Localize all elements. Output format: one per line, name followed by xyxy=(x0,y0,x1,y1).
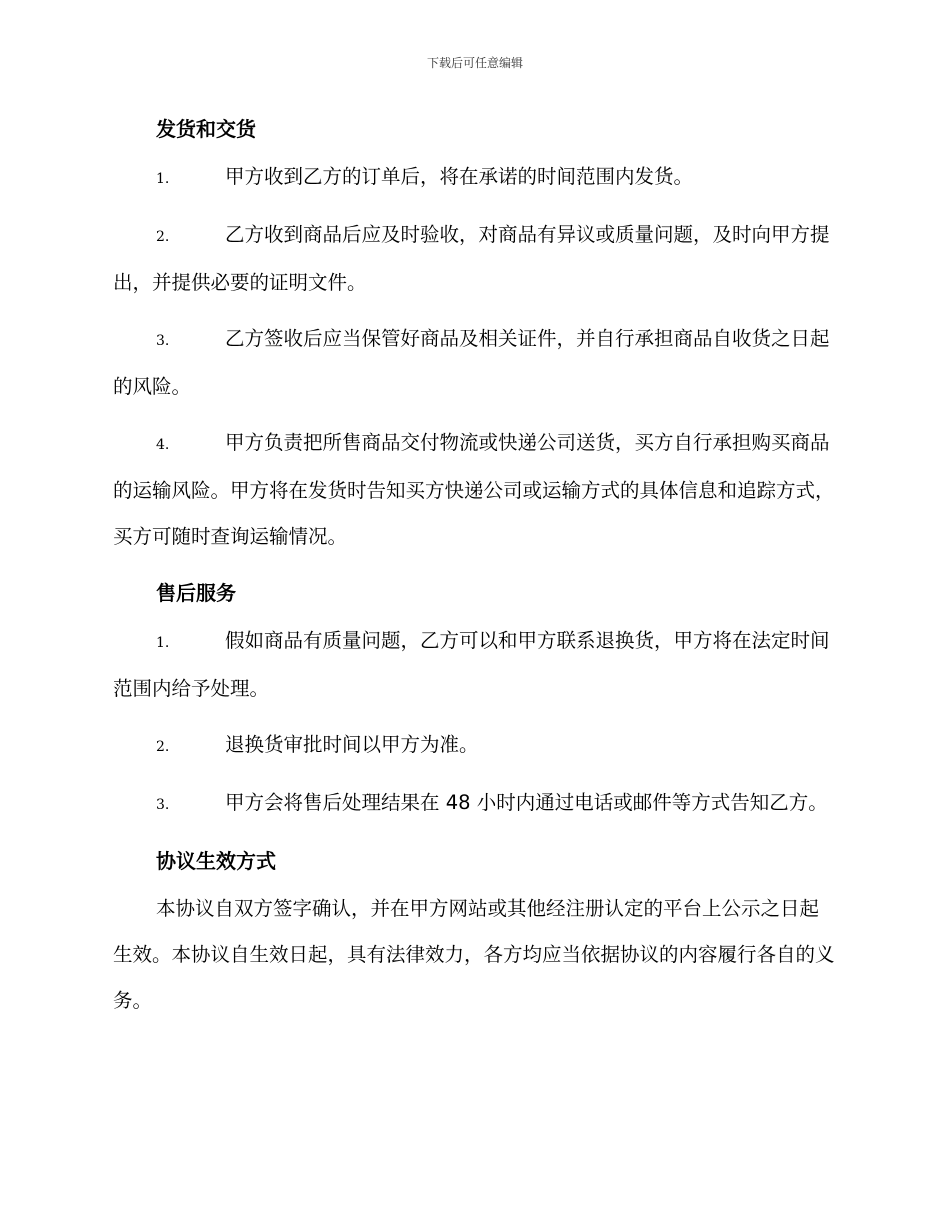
section-heading-shipping: 发货和交货 xyxy=(156,117,256,141)
list-item-text: 甲方会将售后处理结果在 48 小时内通过电话或邮件等方式告知乙方。 xyxy=(225,791,828,814)
effectiveness-paragraph: 本协议自双方签字确认，并在甲方网站或其他经注册认定的平台上公示之日起生效。本协议自生效日起，具有法律效力，各方均应当依据协议的内容履行各自的义务。 xyxy=(113,897,835,1012)
list-item-number: 1. xyxy=(156,171,170,187)
list-item xyxy=(113,618,835,712)
list-item-text: 甲方收到乙方的订单后，将在承诺的时间范围内发货。 xyxy=(225,165,694,188)
list-item xyxy=(113,316,835,410)
list-item xyxy=(113,722,835,770)
list-item-text: 假如商品有质量问题，乙方可以和甲方联系退换货，甲方将在法定时间范围内给予处理。 xyxy=(113,629,830,700)
page-header-watermark: 下载后可任意编辑 xyxy=(426,56,523,70)
list-item-text: 甲方负责把所售商品交付物流或快递公司送货，买方自行承担购买商品的运输风险。甲方将在发货时告知买方快递公司或运输方式的具体信息和追踪方式，买方可随时查询运输情况。 xyxy=(113,431,835,548)
list-item-text: 退换货审批时间以甲方为准。 xyxy=(225,733,479,756)
list-item-text: 乙方收到商品后应及时验收，对商品有异议或质量问题，及时向甲方提出，并提供必要的证明文件。 xyxy=(113,223,830,294)
section-heading-effectiveness: 协议生效方式 xyxy=(156,849,276,873)
list-item-number: 4. xyxy=(156,437,170,453)
list-item-number: 3. xyxy=(156,333,170,349)
list-item-number: 2. xyxy=(156,739,170,755)
list-item xyxy=(113,780,835,828)
list-item xyxy=(113,154,835,202)
list-item xyxy=(113,212,835,306)
section-heading-after-sales: 售后服务 xyxy=(156,581,236,605)
list-item-text: 乙方签收后应当保管好商品及相关证件，并自行承担商品自收货之日起的风险。 xyxy=(113,327,830,398)
list-item-number: 2. xyxy=(156,229,170,245)
document-body xyxy=(113,114,835,1042)
list-item-number: 3. xyxy=(156,797,170,813)
list-item-number: 1. xyxy=(156,635,170,651)
list-item xyxy=(113,420,835,560)
